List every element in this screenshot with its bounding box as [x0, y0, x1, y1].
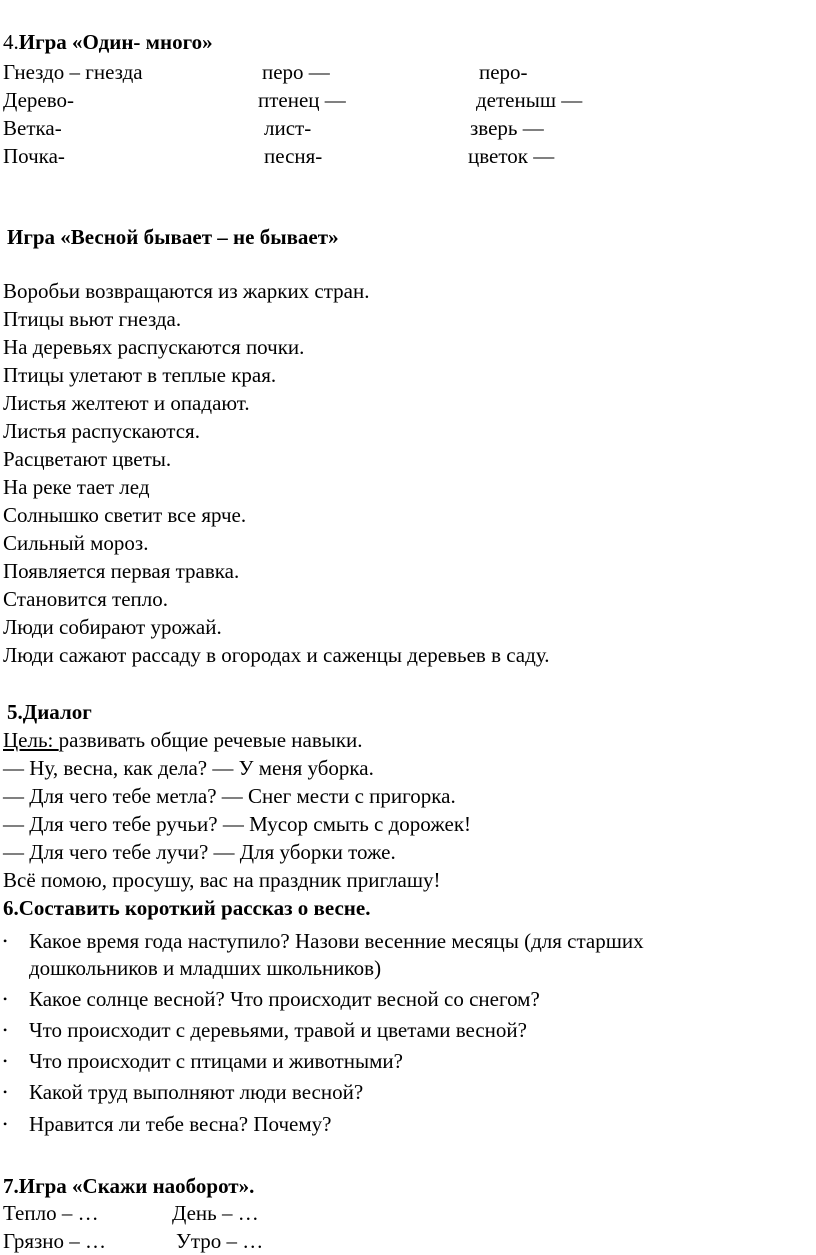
section4-title-text: Игра «Один- много» — [18, 30, 213, 54]
spring-game-line-14: Люди сажают рассаду в огородах и саженцы деревьев в саду. — [3, 643, 550, 667]
spring-game-title: Игра «Весной бывает – не бывает» — [7, 225, 339, 249]
section4-row-1-col-3: перо- — [479, 60, 528, 84]
section4-row-3-col-2: лист- — [264, 116, 312, 140]
section5-goal-label: Цель: — [3, 728, 59, 752]
section4-title — [3, 28, 213, 56]
bullet-icon: • — [3, 934, 8, 948]
dialog-line-1: — Ну, весна, как дела? — У меня уборка. — [3, 756, 374, 780]
section5-goal — [3, 726, 363, 754]
section4-row-4-col-1: Почка- — [3, 144, 65, 168]
section4-row-3-col-3: зверь — — [470, 116, 544, 140]
story-question-2: Какое солнце весной? Что происходит весной со снегом? — [29, 987, 540, 1011]
opposite-row-2-col-1: Грязно – … — [3, 1229, 107, 1253]
spring-game-line-10: Сильный мороз. — [3, 531, 149, 555]
section4-row-3-col-1: Ветка- — [3, 116, 62, 140]
spring-game-line-5: Листья желтеют и опадают. — [3, 391, 250, 415]
section4-row-4-col-2: песня- — [264, 144, 323, 168]
spring-game-line-1: Воробьи возвращаются из жарких стран. — [3, 279, 370, 303]
spring-game-line-4: Птицы улетают в теплые края. — [3, 363, 277, 387]
spring-game-line-6: Листья распускаются. — [3, 419, 200, 443]
story-question-3: Что происходит с деревьями, травой и цветами весной? — [29, 1018, 527, 1042]
section5-title: 5.Диалог — [7, 700, 92, 724]
spring-game-line-8: На реке тает лед — [3, 475, 150, 499]
section4-row-2-col-2: птенец — — [258, 88, 346, 112]
spring-game-line-2: Птицы вьют гнезда. — [3, 307, 182, 331]
spring-game-line-11: Появляется первая травка. — [3, 559, 240, 583]
spring-game-line-12: Становится тепло. — [3, 587, 169, 611]
section7-title — [3, 1172, 254, 1200]
story-question-4: Что происходит с птицами и животными? — [29, 1049, 403, 1073]
bullet-icon: • — [3, 1054, 8, 1068]
spring-game-line-7: Расцветают цветы. — [3, 447, 172, 471]
section6-title: 6.Составить короткий рассказ о весне. — [3, 896, 371, 920]
section7-title-text: Игра «Скажи наоборот». — [18, 1174, 255, 1198]
section4-row-2-col-1: Дерево- — [3, 88, 74, 112]
bullet-icon: • — [3, 992, 8, 1006]
section4-number: 4. — [3, 30, 19, 54]
bullet-icon: • — [3, 1117, 8, 1131]
bullet-icon: • — [3, 1085, 8, 1099]
section7-number: 7. — [3, 1174, 19, 1198]
dialog-line-4: — Для чего тебе лучи? — Для уборки тоже. — [3, 840, 396, 864]
dialog-line-2: — Для чего тебе метла? — Снег мести с пригорка. — [3, 784, 456, 808]
story-question-1: Какое время года наступило? Назови весенние месяцы (для старших — [29, 929, 644, 953]
spring-game-line-9: Солнышко светит все ярче. — [3, 503, 247, 527]
story-question-5: Какой труд выполняют люди весной? — [29, 1080, 364, 1104]
spring-game-line-13: Люди собирают урожай. — [3, 615, 222, 639]
story-question-1-continued: дошкольников и младших школьников) — [29, 956, 382, 980]
dialog-line-5: Всё помою, просушу, вас на праздник приглашу! — [3, 868, 441, 892]
dialog-line-3: — Для чего тебе ручьи? — Мусор смыть с дорожек! — [3, 812, 472, 836]
bullet-icon: • — [3, 1023, 8, 1037]
story-question-6: Нравится ли тебе весна? Почему? — [29, 1112, 332, 1136]
opposite-row-1-col-1: Тепло – … — [3, 1201, 99, 1225]
section4-row-1-col-2: перо — — [262, 60, 330, 84]
section4-row-4-col-3: цветок — — [468, 144, 555, 168]
spring-game-line-3: На деревьях распускаются почки. — [3, 335, 305, 359]
section5-goal-text: развивать общие речевые навыки. — [58, 728, 363, 752]
section4-row-2-col-3: детеныш — — [476, 88, 583, 112]
opposite-row-2-col-2: Утро – … — [176, 1229, 264, 1253]
opposite-row-1-col-2: День – … — [172, 1201, 259, 1225]
section4-row-1-col-1: Гнездо – гнезда — [3, 60, 143, 84]
